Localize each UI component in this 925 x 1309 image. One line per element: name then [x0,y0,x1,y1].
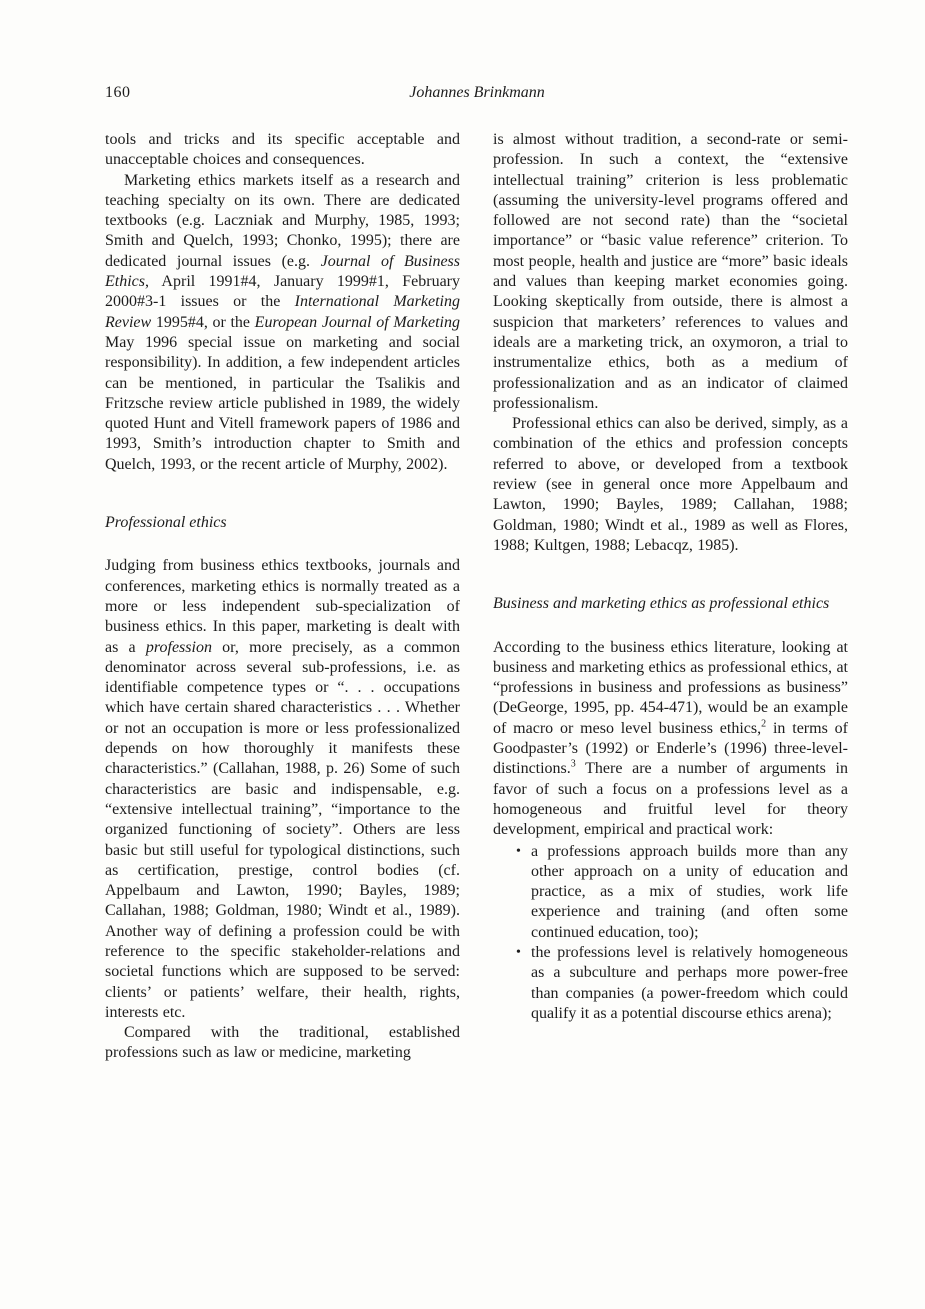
italic-text-run: European Journal of Marketing [254,313,460,331]
text-run: or, more precisely, as a common denominator across several sub-professions, i.e. as identifiable competence types or “. . . occupations which have certain shared characteristics . . . Whether or not an occupation is more or less professionalized depends on how thoroughly it manifests these characteristics.” (Callahan, 1988, p. 26) Some of such characteristics are basic and indispensable, e.g. “extensive intellectual training”, “importance to the organized functioning of society”. Others are less basic but still useful for typological distinctions, such as certification, prestige, control bodies (cf. Appelbaum and Lawton, 1990; Bayles, 1989; Callahan, 1988; Goldman, 1980; Windt et al., 1989). Another way of defining a profession could be with reference to the specific stakeholder-relations and societal functions which are supposed to be served: clients’ or patients’ welfare, their health, rights, interests etc. [105,638,460,1021]
running-head: Johannes Brinkmann [409,84,545,101]
section-heading [105,513,460,533]
right-column [493,130,848,1064]
page-number: 160 [105,84,131,101]
text-run: Professional ethics can also be derived, simply, as a combination of the ethics and profession concepts referred to above, or developed from a textbook review (see in general once more Appelbaum and Lawton, 1990; Bayles, 1989; Callahan, 1988; Goldman, 1980; Windt et al., 1989 as well as Flores, 1988; Kultgen, 1988; Lebacqz, 1985). [493,415,848,554]
text-run: Marketing ethics markets itself as a research and teaching specialty on its own. There are dedicated textbooks (e.g. Laczniak and Murphy, 1985, 1993; Smith and Quelch, 1993; Chonko, 1995); there are dedicated journal issues (e.g. [105,171,460,270]
text-run: There are a number of arguments in favor of such a focus on a professions level as a homogeneous and fruitful level for theory development, empirical and practical work: [493,760,848,839]
paragraph [493,638,848,841]
italic-text-run: Business and marketing ethics as professional ethics [493,595,830,613]
paragraph [105,556,460,1023]
text-run: Compared with the traditional, established professions such as law or medicine, marketing [105,1024,460,1062]
text-run: tools and tricks and its specific acceptable and unacceptable choices and consequences. [105,131,460,169]
italic-text-run: profession [145,638,212,656]
paragraph [105,130,460,171]
text-run: , April 1991#4, January 1999#1, February 2000#3-1 issues or the [105,273,460,311]
left-column [105,130,460,1064]
paragraph [105,1023,460,1064]
bullet-item [515,842,848,943]
italic-text-run: International Marketing Review [105,293,460,331]
text-run: in terms of Goodpaster’s (1992) or Enderle’s (1996) three-level-distinctions. [493,719,848,778]
text-run: is almost without tradition, a second-rate or semi-profession. In such a context, the “extensive intellectual training” criterion is less problematic (assuming the university-level programs offered and followed are not second rate) than the “societal importance” or “basic value reference” criterion. To most people, health and justice are “more” basic ideals and values than keeping market economies going. Looking skeptically from outside, there is almost a suspicion that marketers’ references to values and ideals are a marketing trick, an oxymoron, a trial to instrumentalize ethics, both as a medium of professionalization and as an indicator of claimed professionalism. [493,131,848,412]
body-columns [105,130,849,1064]
text-run: the professions level is relatively homogeneous as a subculture and perhaps more power-free than companies (a power-freedom which could qualify it as a potential discourse ethics arena); [531,943,848,1022]
bullet-item [515,943,848,1024]
italic-text-run: Professional ethics [105,514,227,532]
bullet-list [493,842,848,1025]
paragraph [105,171,460,475]
text-run: According to the business ethics literature, looking at business and marketing ethics as professional ethics, at “professions in business and professions as business” (DeGeorge, 1995, pp. 454-471), would be an example of macro or meso level business ethics, [493,638,848,737]
italic-text-run: Journal of Business Ethics [105,252,460,291]
page-content [105,84,849,1064]
text-run: Judging from business ethics textbooks, journals and conferences, marketing ethics is normally treated as a more or less independent sub-specialization of business ethics. In this paper, marketing is dealt with as a [105,557,460,656]
text-run: May 1996 special issue on marketing and social responsibility). In addition, a few independent articles can be mentioned, in particular the Tsalikis and Fritzsche review article published in 1989, the widely quoted Hunt and Vitell framework papers of 1986 and 1993, Smith’s introduction chapter to Smith and Quelch, 1993, or the recent article of Murphy, 2002). [105,333,460,473]
page-header [105,84,849,106]
footnote-marker: 3 [570,758,576,770]
text-run: a professions approach builds more than any other approach on a unity of education and practice, as a mix of studies, work life experience and training (and often some continued education, too); [531,842,848,941]
text-run: 1995#4, or the [151,313,255,331]
section-heading [493,594,848,614]
paragraph [493,130,848,414]
footnote-marker: 2 [761,718,767,730]
paragraph [493,414,848,556]
